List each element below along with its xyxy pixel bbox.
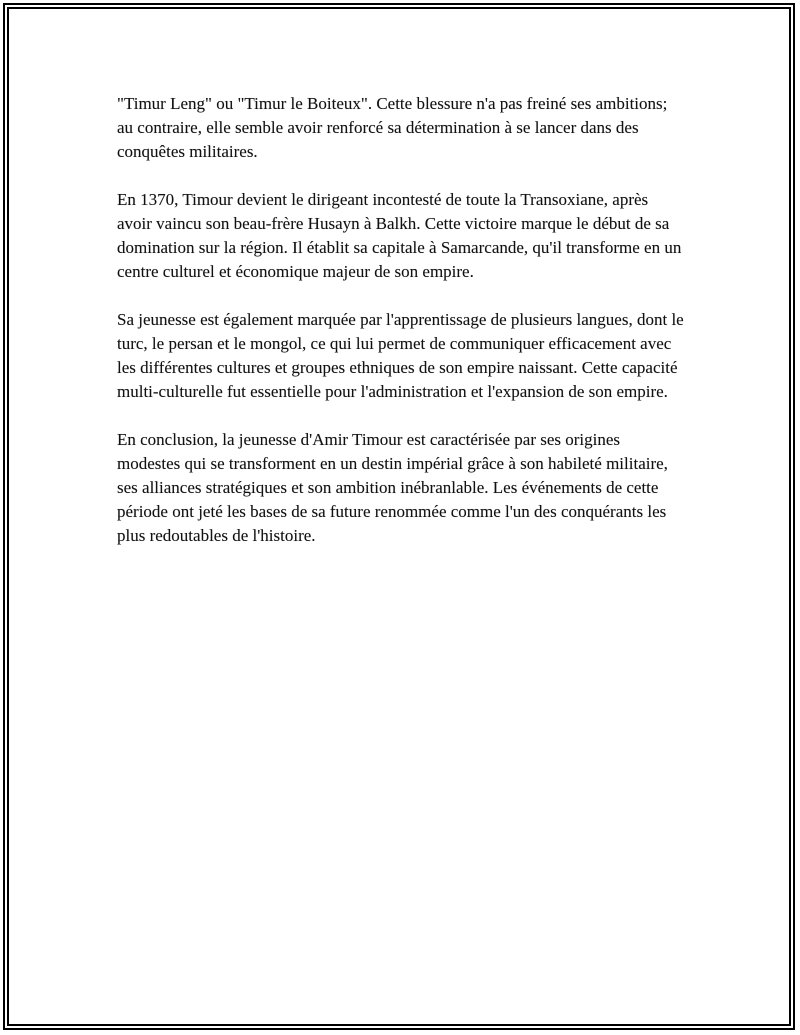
- paragraph-transoxiana-rule: En 1370, Timour devient le dirigeant incontesté de toute la Transoxiane, après avoir vaincu son beau-frère Husayn à Balkh. Cette victoire marque le début de sa domination sur la région. Il établit sa capitale à Samarcande, qu'il transforme en un centre culturel et économique majeur de son empire.: [117, 190, 682, 281]
- paragraph-scar-ambitions: "Timur Leng" ou "Timur le Boiteux". Cette blessure n'a pas freiné ses ambitions; au contraire, elle semble avoir renforcé sa détermination à se lancer dans des conquêtes militaires.: [117, 94, 668, 161]
- document-body: [117, 92, 687, 572]
- paragraph-languages: Sa jeunesse est également marquée par l'apprentissage de plusieurs langues, dont le turc, le persan et le mongol, ce qui lui permet de communiquer efficacement avec les différentes cultures et groupes ethniques de son empire naissant. Cette capacité multi-culturelle fut essentielle pour l'administration et l'expansion de son empire.: [117, 310, 684, 401]
- paragraph-conclusion: En conclusion, la jeunesse d'Amir Timour est caractérisée par ses origines modestes qui se transforment en un destin impérial grâce à son habileté militaire, ses alliances stratégiques et son ambition inébranlable. Les événements de cette période ont jeté les bases de sa future renommée comme l'un des conquérants les plus redoutables de l'histoire.: [117, 430, 668, 545]
